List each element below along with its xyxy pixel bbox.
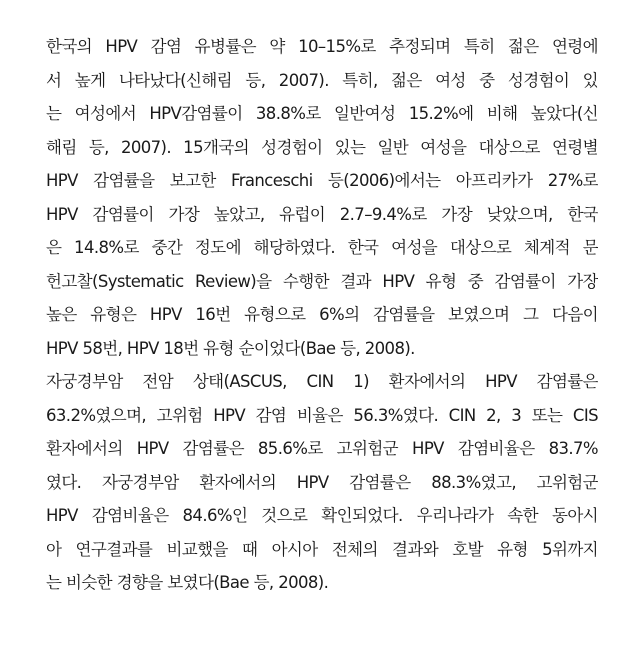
- text-line: 63.2%였으며, 고위험 HPV 감염 비율은 56.3%였다. CIN 2, 3 또는 CIS: [46, 405, 598, 425]
- text-line: 환자에서의 HPV 감염률은 85.6%로 고위험군 HPV 감염비율은 83.7%: [46, 439, 598, 458]
- paragraph-cervical-lesion-infection: [46, 365, 598, 600]
- text-line: 아 연구결과를 비교했을 때 아시아 전체의 결과와 호발 유형 5위까지: [46, 539, 598, 559]
- text-line: 는 여성에서 HPV감염률이 38.8%로 일반여성 15.2%에 비해 높았다(신: [46, 104, 598, 123]
- text-line: 였다. 자궁경부암 환자에서의 HPV 감염률은 88.3%였고, 고위험군: [46, 472, 598, 492]
- text-line: HPV 감염률이 가장 높았고, 유럽이 2.7–9.4%로 가장 낮았으며, 한국: [46, 204, 598, 224]
- text-line: 은 14.8%로 중간 정도에 해당하였다. 한국 여성을 대상으로 체계적 문: [46, 238, 598, 257]
- text-line: 높은 유형은 HPV 16번 유형으로 6%의 감염률을 보였으며 그 다음이: [46, 305, 598, 324]
- text-line: 해림 등, 2007). 15개국의 성경험이 있는 일반 여성을 대상으로 연령별: [46, 137, 598, 157]
- paragraph-hpv-prevalence: [46, 30, 598, 365]
- text-line: 자궁경부암 전암 상태(ASCUS, CIN 1) 환자에서의 HPV 감염률은: [46, 372, 598, 391]
- text-line: HPV 감염비율은 84.6%인 것으로 확인되었다. 우리나라가 속한 동아시: [46, 506, 598, 525]
- text-line: HPV 58번, HPV 18번 유형 순이었다(Bae 등, 2008).: [46, 338, 415, 358]
- text-line: 서 높게 나타났다(신해림 등, 2007). 특히, 젊은 여성 중 성경험이 있: [46, 70, 598, 90]
- text-line: HPV 감염률을 보고한 Franceschi 등(2006)에서는 아프리카가 27%로: [46, 171, 598, 190]
- document-body: [46, 30, 598, 600]
- text-line: 한국의 HPV 감염 유병률은 약 10–15%로 추정되며 특히 젊은 연령에: [46, 37, 598, 56]
- text-line: 는 비슷한 경향을 보였다(Bae 등, 2008).: [46, 573, 329, 592]
- text-line: 헌고찰(Systematic Review)을 수행한 결과 HPV 유형 중 감염률이 가장: [46, 271, 598, 291]
